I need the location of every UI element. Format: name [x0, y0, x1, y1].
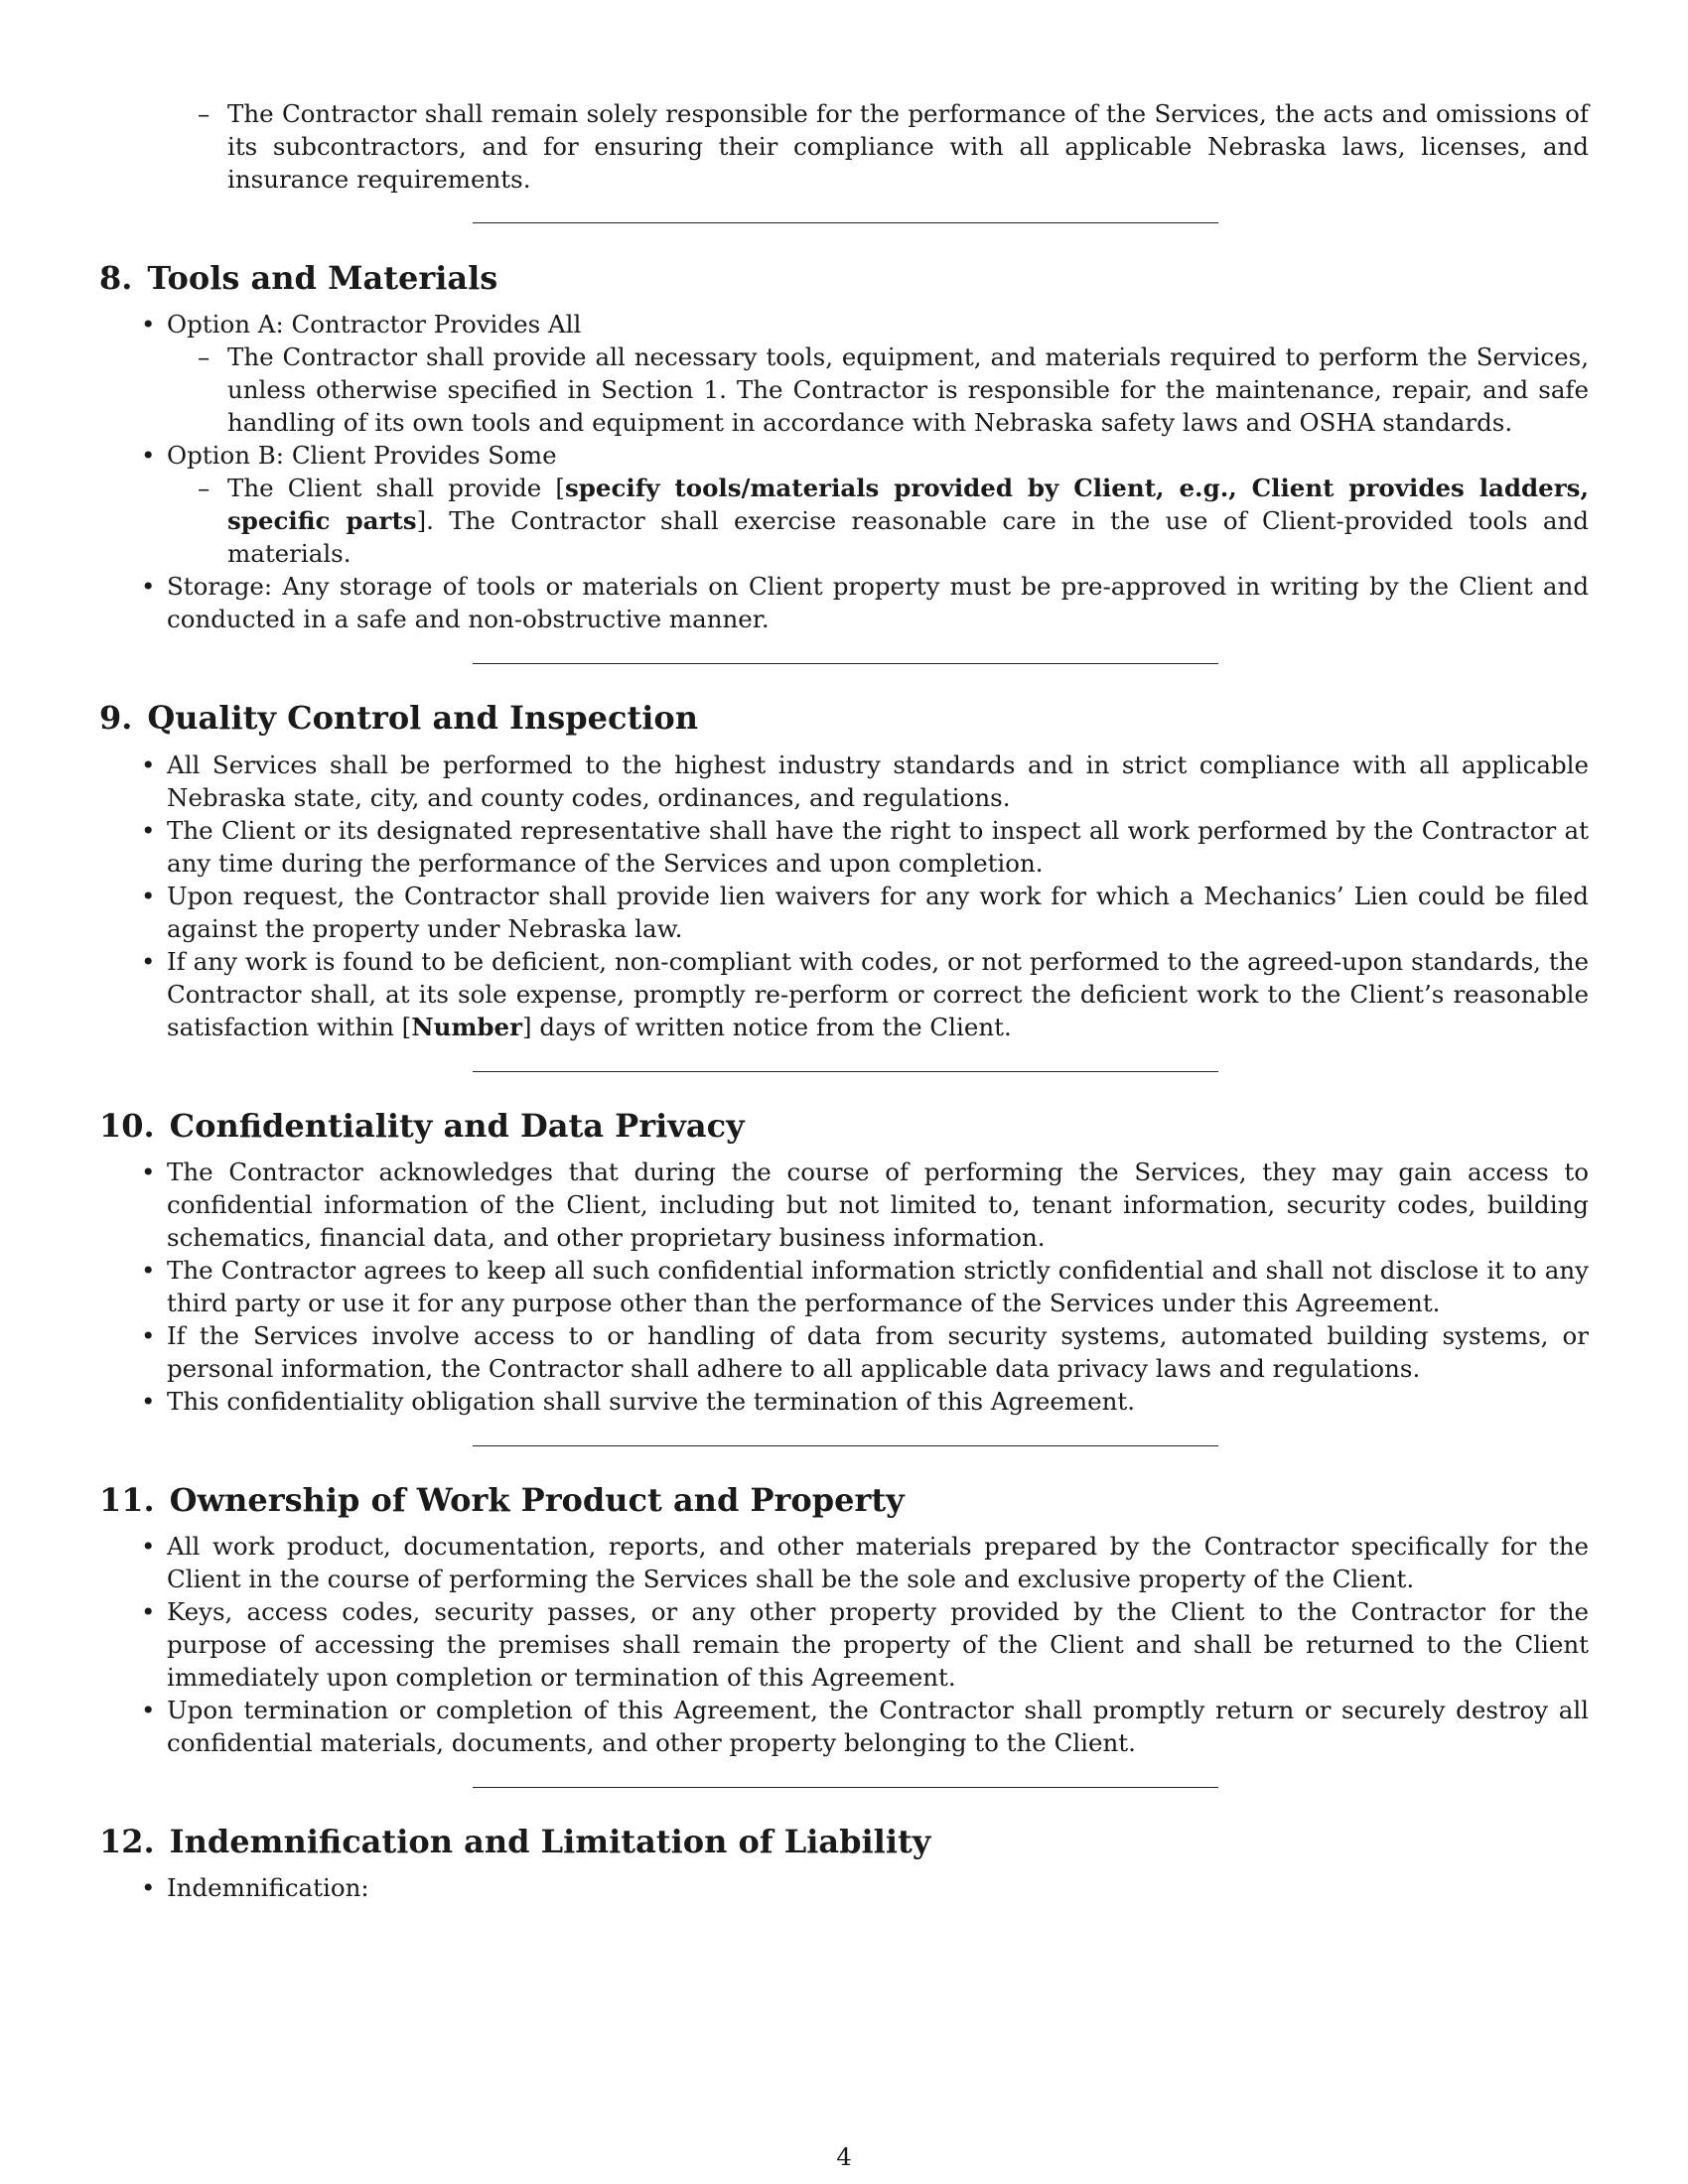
bullet-marker: • [141, 572, 156, 601]
list-item-text: All Services shall be performed to the highest industry standards and in strict compliance with all applicable Nebraska state, city, and county codes, ordinances, and regulations. [167, 751, 1589, 812]
list-item-text-post: ] days of written notice from the Client. [522, 1013, 1012, 1041]
bullet-marker: • [141, 310, 156, 339]
section-number: 11. [99, 1481, 155, 1519]
list-item [141, 308, 1589, 439]
section-divider [473, 222, 1218, 223]
list-item-text: The Contractor agrees to keep all such confidential information strictly confidential and shall not disclose it to any third party or use it for any purpose other than the performance of the Services under this Agreement. [167, 1256, 1589, 1317]
list-item [141, 1595, 1589, 1694]
option-b-label: Option B: Client Provides Some [167, 441, 557, 470]
section-divider [473, 1787, 1218, 1788]
bullet-marker: • [141, 1597, 156, 1626]
document-page [99, 97, 1589, 1904]
list-item-text: The Client or its designated representative shall have the right to inspect all work performed by the Contractor at any time during the performance of the Services and upon completion. [167, 816, 1589, 878]
list-item [141, 1694, 1589, 1759]
section-heading-8 [99, 258, 1589, 298]
list-item [141, 814, 1589, 880]
section-9-list [141, 749, 1589, 1043]
dash-marker: – [198, 342, 211, 371]
option-b-text-post: ]. The Contractor shall exercise reasonable care in the use of Client-provided tools and materials. [227, 506, 1589, 568]
bullet-marker: • [141, 947, 156, 976]
list-item [141, 945, 1589, 1043]
storage-text: Storage: Any storage of tools or materials on Client property must be pre-approved in writing by the Client and conducted in a safe and non-obstructive manner. [167, 572, 1589, 633]
list-item-text: If the Services involve access to or handling of data from security systems, automated building systems, or personal information, the Contractor shall adhere to all applicable data privacy laws and regulations. [167, 1321, 1589, 1383]
bullet-marker: • [141, 441, 156, 470]
list-item-text: Indemnification: [167, 1873, 369, 1902]
bullet-marker: • [141, 1532, 156, 1561]
list-item [198, 472, 1589, 570]
list-item [141, 880, 1589, 945]
section-number: 9. [99, 699, 133, 737]
list-item-text: The Contractor acknowledges that during the course of performing the Services, they may gain access to confidential information of the Client, including but not limited to, tenant information, security codes, building schematics, financial data, and other proprietary business information. [167, 1158, 1589, 1252]
list-item-text: This confidentiality obligation shall survive the termination of this Agreement. [167, 1387, 1136, 1416]
section-title: Tools and Materials [147, 259, 498, 297]
list-item [198, 97, 1589, 196]
bullet-marker: • [141, 1256, 156, 1285]
bullet-marker: • [141, 1696, 156, 1724]
page-number: 4 [836, 2142, 852, 2171]
list-item [141, 1530, 1589, 1595]
list-item-text: Keys, access codes, security passes, or any other property provided by the Client to the Contractor for the purpose of accessing the premises shall remain the property of the Client and shall be returned to the Client immediately upon completion or termination of this Agreement. [167, 1597, 1589, 1692]
section-title: Confidentiality and Data Privacy [169, 1107, 745, 1145]
option-a-text: The Contractor shall provide all necessary tools, equipment, and materials required to perform the Services, unless otherwise specified in Section 1. The Contractor is responsible for the maintenance, repair, and safe handling of its own tools and equipment in accordance with Nebraska safety laws and OSHA standards. [227, 342, 1589, 437]
section-title: Ownership of Work Product and Property [169, 1481, 905, 1519]
section-divider [473, 1445, 1218, 1446]
bullet-marker: • [141, 1387, 156, 1416]
list-item [141, 1385, 1589, 1418]
list-item [198, 341, 1589, 439]
section-number: 10. [99, 1107, 155, 1145]
section-number: 8. [99, 259, 133, 297]
list-item [141, 439, 1589, 570]
continued-subitem-list [198, 97, 1589, 196]
bullet-marker: • [141, 816, 156, 845]
list-item-text: All work product, documentation, reports, and other materials prepared by the Contractor specifically for the Client in the course of performing the Services shall be the sole and exclusive property of the Client. [167, 1532, 1589, 1593]
list-item-text-pre: If any work is found to be deficient, non-compliant with codes, or not performed to the agreed-upon standards, the Contractor shall, at its sole expense, promptly re-perform or correct the deficient work to the Client’s reasonable satisfaction within [ [167, 947, 1589, 1041]
section-heading-9 [99, 698, 1589, 738]
option-b-text-pre: The Client shall provide [ [227, 474, 565, 502]
number-placeholder: Number [411, 1013, 522, 1041]
section-12-list [141, 1871, 1589, 1904]
bullet-marker: • [141, 1321, 156, 1350]
list-item-text: Upon termination or completion of this Agreement, the Contractor shall promptly return or securely destroy all confidential materials, documents, and other property belonging to the Client. [167, 1696, 1589, 1757]
list-item [141, 570, 1589, 635]
dash-marker: – [198, 99, 211, 128]
section-divider [473, 663, 1218, 664]
list-item [141, 1871, 1589, 1904]
section-heading-12 [99, 1822, 1589, 1861]
section-title: Indemnification and Limitation of Liability [169, 1823, 931, 1860]
section-heading-10 [99, 1106, 1589, 1146]
list-item [141, 1156, 1589, 1254]
bullet-marker: • [141, 882, 156, 910]
bullet-marker: • [141, 1873, 156, 1902]
option-a-sublist [198, 341, 1589, 439]
option-a-label: Option A: Contractor Provides All [167, 310, 582, 339]
list-item [141, 749, 1589, 814]
bullet-marker: • [141, 751, 156, 779]
list-item [141, 1254, 1589, 1319]
dash-marker: – [198, 474, 211, 502]
bullet-marker: • [141, 1158, 156, 1186]
subitem-text: The Contractor shall remain solely responsible for the performance of the Services, the acts and omissions of its subcontractors, and for ensuring their compliance with all applicable Nebraska laws, licenses, and insurance requirements. [227, 99, 1589, 194]
option-b-sublist [198, 472, 1589, 570]
section-divider [473, 1071, 1218, 1072]
option-b-placeholder: specify tools/materials provided by Client, e.g., Client provides ladders, specific parts [227, 474, 1589, 535]
section-8-list [141, 308, 1589, 635]
list-item [141, 1319, 1589, 1385]
section-heading-11 [99, 1480, 1589, 1520]
section-11-list [141, 1530, 1589, 1759]
section-10-list [141, 1156, 1589, 1418]
section-title: Quality Control and Inspection [147, 699, 698, 737]
section-number: 12. [99, 1823, 155, 1860]
list-item-text: Upon request, the Contractor shall provide lien waivers for any work for which a Mechanics’ Lien could be filed against the property under Nebraska law. [167, 882, 1589, 943]
